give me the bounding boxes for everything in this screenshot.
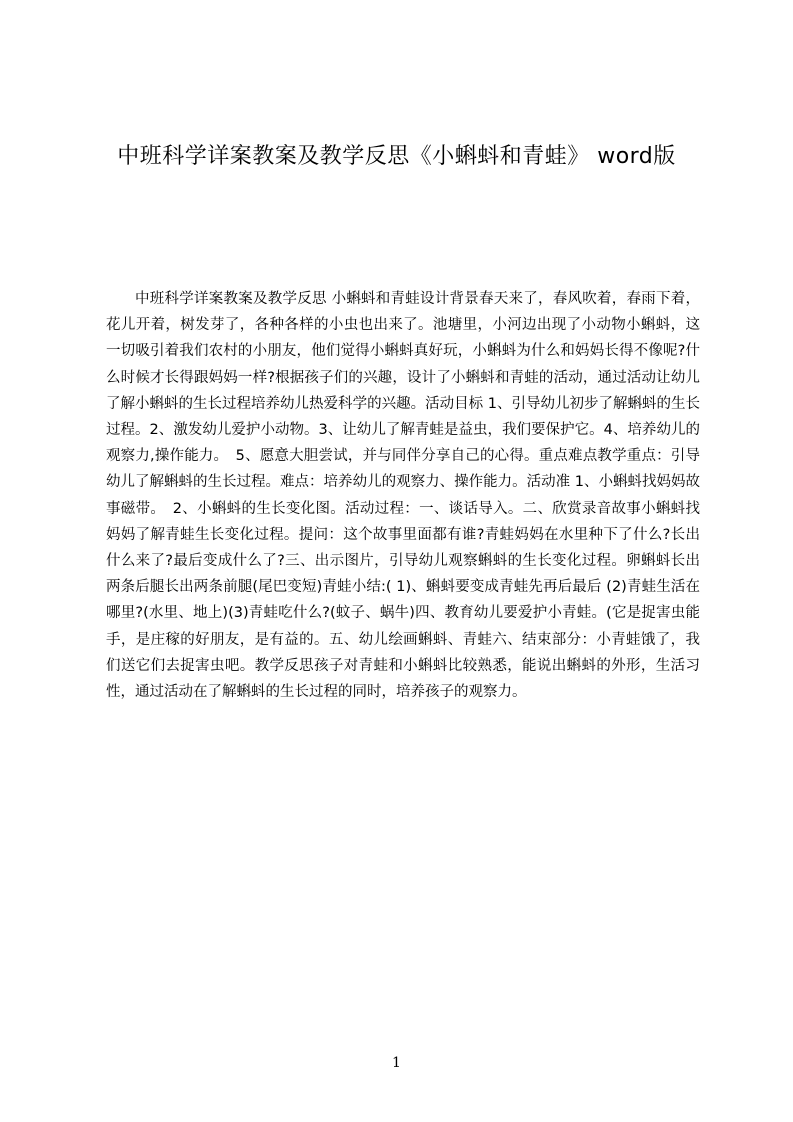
document-title: 中班科学详案教案及教学反思《小蝌蚪和青蛙》 word版 xyxy=(117,144,676,169)
page-number: 1 xyxy=(392,1055,401,1071)
document-body-paragraph: 中班科学详案教案及教学反思 小蝌蚪和青蛙设计背景春天来了，春风吹着，春雨下着，花儿开着，树发芽了，各种各样的小虫也出来了。池塘里，小河边出现了小动物小蝌蚪，这一切吸引着我们农村的小朋友，他们觉得小蝌蚪真好玩，小蝌蚪为什么和妈妈长得不像呢?什么时候才长得跟妈妈一样?根据孩子们的兴趣，设计了小蝌蚪和青蛙的活动，通过活动让幼儿了解小蝌蚪的生长过程培养幼儿热爱科学的兴趣。活动目标 1、引导幼儿初步了解蝌蚪的生长过程。2、激发幼儿爱护小动物。3、让幼儿了解青蛙是益虫，我们要保护它。4、培养幼儿的观察力,操作能力。 5、愿意大胆尝试，并与同伴分享自己的心得。重点难点教学重点：引导幼儿了解蝌蚪的生长过程。难点：培养幼儿的观察力、操作能力。活动准 1、小蝌蚪找妈妈故事磁带。 2、小蝌蚪的生长变化图。活动过程：一、谈话导入。二、欣赏录音故事小蝌蚪找妈妈了解青蛙生长变化过程。提问：这个故事里面都有谁?青蛙妈妈在水里种下了什么?长出什么来了?最后变成什么了?三、出示图片，引导幼儿观察蝌蚪的生长变化过程。卵蝌蚪长出两条后腿长出两条前腿(尾巴变短)青蛙小结:( 1)、蝌蚪要变成青蛙先再后最后 (2)青蛙生活在哪里?(水里、地上)(3)青蛙吃什么?(蚊子、蜗牛)四、教育幼儿要爱护小青蛙。(它是捉害虫能手，是庄稼的好朋友，是有益的。五、幼儿绘画蝌蚪、青蛙六、结束部分：小青蛙饿了，我们送它们去捉害虫吧。教学反思孩子对青蛙和小蝌蚪比较熟悉，能说出蝌蚪的外形，生活习性，通过活动在了解蝌蚪的生长过程的同时，培养孩子的观察力。 xyxy=(106,291,700,701)
